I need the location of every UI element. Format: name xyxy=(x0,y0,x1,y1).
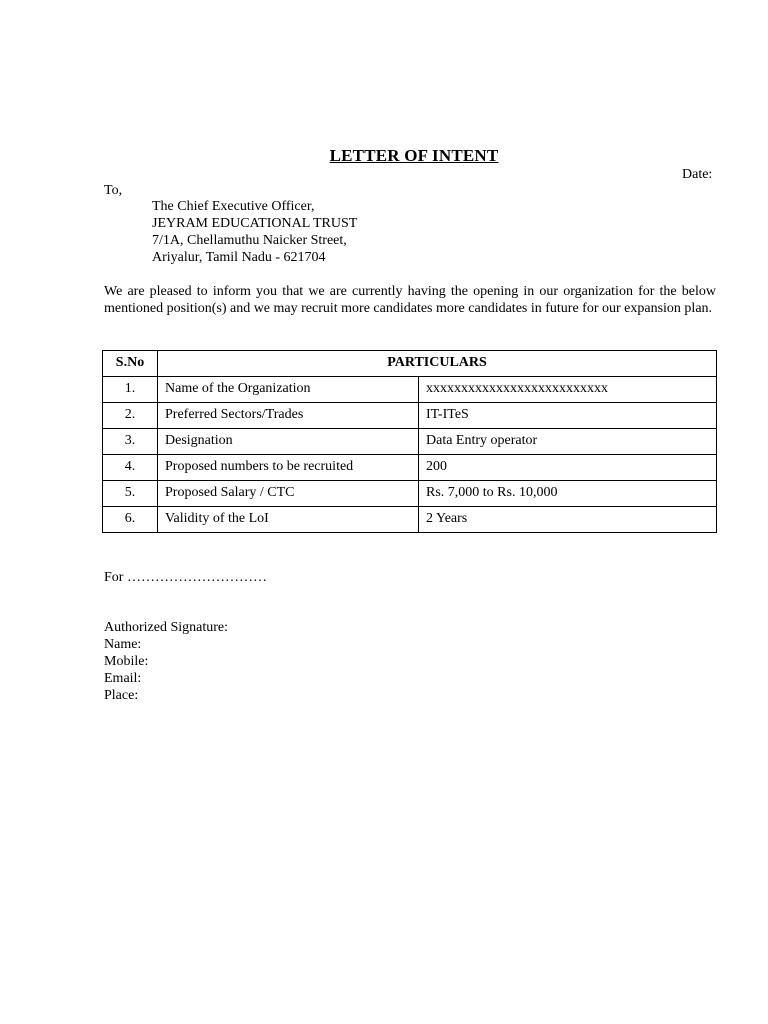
to-label: To, xyxy=(104,183,123,198)
table-header-row xyxy=(103,351,717,377)
signature-field: Name: xyxy=(104,637,142,652)
date-label: Date: xyxy=(682,167,713,182)
row-number: 1. xyxy=(103,377,158,403)
particulars-table xyxy=(102,350,717,533)
intro-paragraph: We are pleased to inform you that we are currently having the opening in our organization for the below mentioned position(s) and we may recruit more candidates more candidates in future for our expansion plan. xyxy=(104,284,716,316)
signature-field: Place: xyxy=(104,688,139,703)
address-line: Ariyalur, Tamil Nadu - 621704 xyxy=(152,250,326,265)
row-value: IT-ITeS xyxy=(419,403,717,429)
row-label: Designation xyxy=(158,429,419,455)
sno-header: S.No xyxy=(103,351,158,377)
table-row xyxy=(103,507,717,533)
row-value: Rs. 7,000 to Rs. 10,000 xyxy=(419,481,717,507)
row-value: 2 Years xyxy=(419,507,717,533)
signature-field: Email: xyxy=(104,671,142,686)
address-line: 7/1A, Chellamuthu Naicker Street, xyxy=(152,233,347,248)
table-row xyxy=(103,481,717,507)
row-value: xxxxxxxxxxxxxxxxxxxxxxxxxx xyxy=(419,377,717,403)
row-number: 2. xyxy=(103,403,158,429)
signature-field: Authorized Signature: xyxy=(104,620,229,635)
address-line: JEYRAM EDUCATIONAL TRUST xyxy=(152,216,358,231)
for-line: For ………………………… xyxy=(104,570,267,585)
table-row xyxy=(103,455,717,481)
row-label: Proposed numbers to be recruited xyxy=(158,455,419,481)
row-label: Validity of the LoI xyxy=(158,507,419,533)
row-number: 3. xyxy=(103,429,158,455)
particulars-header: PARTICULARS xyxy=(158,351,717,377)
table-row xyxy=(103,403,717,429)
letter-title: LETTER OF INTENT xyxy=(329,146,499,165)
row-number: 4. xyxy=(103,455,158,481)
signature-field: Mobile: xyxy=(104,654,149,669)
table-row xyxy=(103,429,717,455)
row-value: Data Entry operator xyxy=(419,429,717,455)
row-label: Name of the Organization xyxy=(158,377,419,403)
table-row xyxy=(103,377,717,403)
signature-block xyxy=(104,619,228,704)
recipient-address xyxy=(152,198,357,266)
row-value: 200 xyxy=(419,455,717,481)
address-line: The Chief Executive Officer, xyxy=(152,199,315,214)
row-label: Preferred Sectors/Trades xyxy=(158,403,419,429)
row-number: 5. xyxy=(103,481,158,507)
row-number: 6. xyxy=(103,507,158,533)
row-label: Proposed Salary / CTC xyxy=(158,481,419,507)
